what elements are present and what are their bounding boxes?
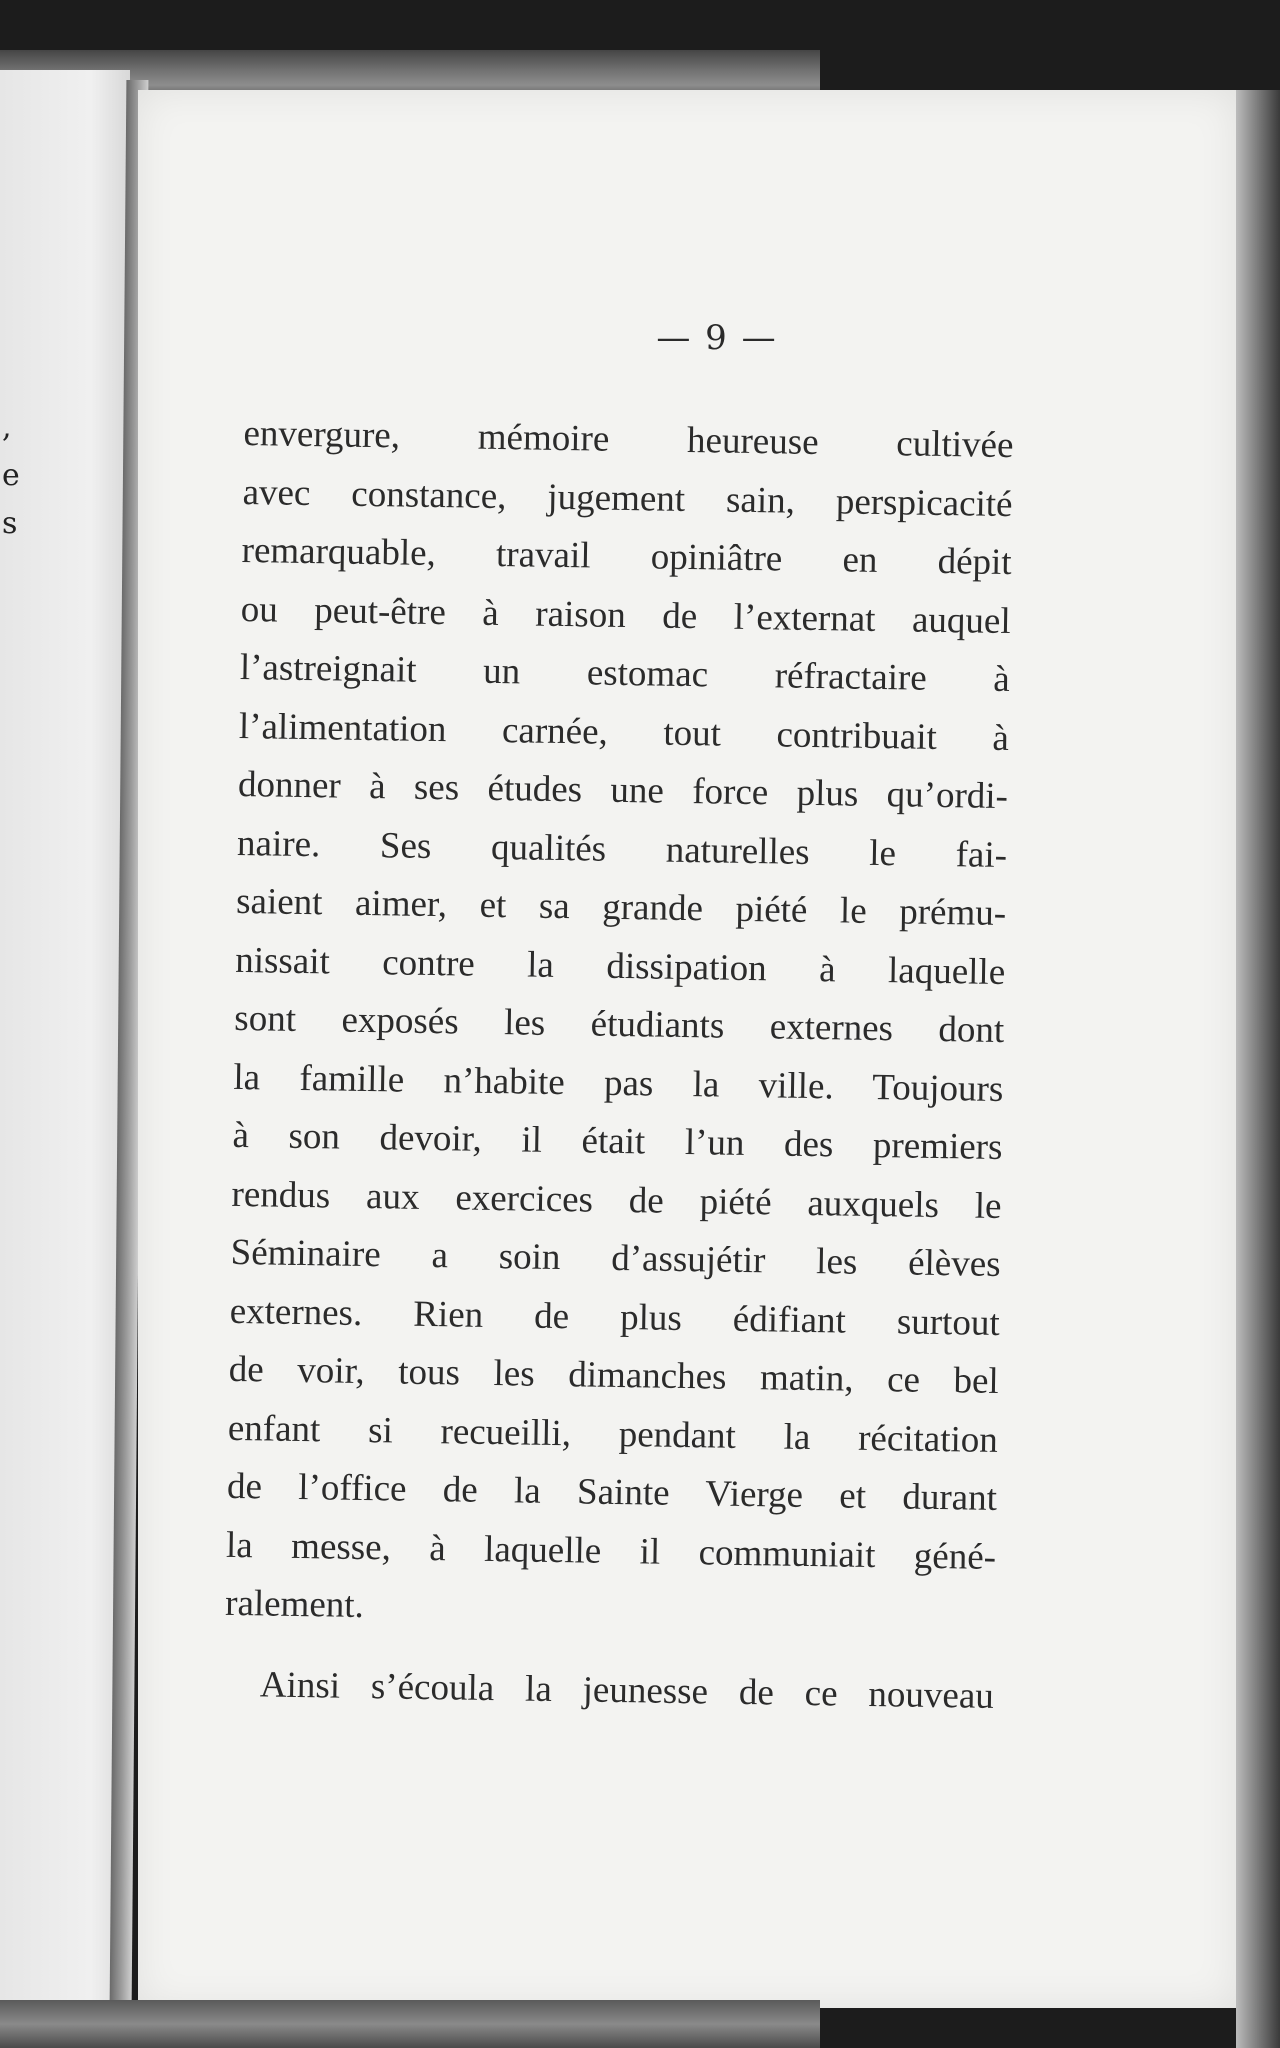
- page-number: — 9 —: [656, 318, 778, 358]
- text-line: saient aimer, et sa grande piété le prému-: [235, 880, 1007, 935]
- text-line: ralement.: [224, 1582, 365, 1627]
- text-line: ou peut-être à raison de l’externat auquel: [240, 588, 1012, 642]
- text-line: naire. Ses qualités naturelles le fai-: [236, 822, 1008, 876]
- page-body: [223, 405, 1013, 1726]
- text-line: la famille n’habite pas la ville. Toujours: [233, 1056, 1004, 1110]
- text-line: nissait contre la dissipation à laquelle: [234, 939, 1006, 993]
- text-line: envergure, mémoire heureuse cultivée: [243, 412, 1014, 467]
- scan-right-edge: [1236, 90, 1280, 2048]
- text-line: donner à ses études une force plus qu’ordi-: [237, 763, 1009, 818]
- text-line: externes. Rien de plus édifiant surtout: [229, 1290, 1000, 1344]
- text-line: avec constance, jugement sain, perspicacité: [242, 471, 1013, 525]
- text-line: l’astreignait un estomac réfractaire à: [239, 646, 1011, 701]
- text-line: remarquable, travail opiniâtre en dépit: [241, 529, 1012, 584]
- text-line: Séminaire a soin d’assujétir les élèves: [230, 1231, 1001, 1285]
- book-binding-bottom: [0, 2000, 820, 2048]
- previous-page-mark: e: [2, 458, 20, 493]
- text-line: rendus aux exercices de piété auxquels le: [231, 1173, 1002, 1227]
- text-line: la messe, à laquelle il communiait géné-: [225, 1524, 997, 1578]
- previous-page-mark: s: [2, 506, 18, 541]
- text-line: Ainsi s’écoula la jeunesse de ce nouveau: [259, 1663, 995, 1717]
- paragraph-1: [225, 405, 1014, 1645]
- text-line: à son devoir, il était l’un des premiers: [232, 1114, 1003, 1169]
- text-line: de l’office de la Sainte Vierge et durant: [226, 1465, 998, 1519]
- previous-page-mark: ,: [2, 410, 12, 445]
- text-line: de voir, tous les dimanches matin, ce bel: [228, 1348, 1000, 1402]
- text-line: l’alimentation carnée, tout contribuait à: [238, 705, 1010, 759]
- paragraph-2: [223, 1655, 994, 1726]
- previous-page-edge: [0, 70, 130, 2010]
- text-line: sont exposés les étudiants externes dont: [234, 997, 1005, 1052]
- text-line: enfant si recueilli, pendant la récitation: [227, 1407, 999, 1461]
- book-page: [138, 90, 1236, 2008]
